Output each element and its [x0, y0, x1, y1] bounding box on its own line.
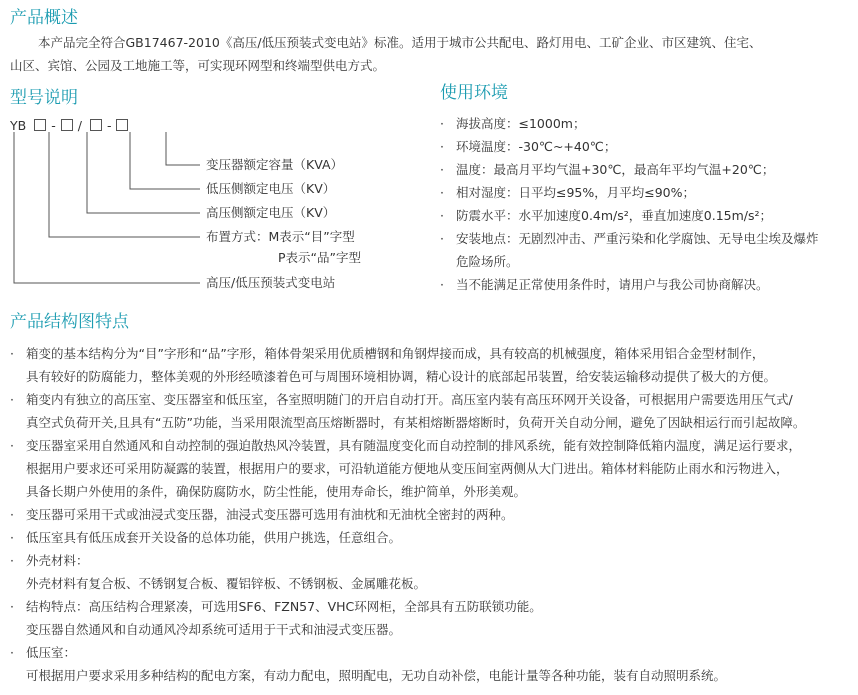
model-title: 型号说明 [10, 88, 78, 108]
overview-title: 产品概述 [10, 8, 78, 28]
model-label-layout-p: P表示“品”字型 [278, 250, 361, 265]
feature-item: · 变压器可采用干式或油浸式变压器，油浸式变压器可选用有油枕和无油枕全密封的两种。 [10, 507, 514, 522]
environment-item: · 安装地点：无剧烈冲击、严重污染和化学腐蚀、无导电尘埃及爆炸 [440, 231, 819, 246]
environment-item: · 温度：最高月平均气温+30℃，最高年平均气温+20℃； [440, 162, 775, 177]
feature-item-continued: 具备长期户外使用的条件，确保防腐防水，防尘性能，使用寿命长，维护简单，外形美观。 [26, 484, 527, 499]
model-label-capacity: 变压器额定容量（KVA） [206, 157, 343, 172]
environment-item: · 相对湿度：日平均≤95%，月平均≤90%； [440, 185, 696, 200]
environment-title: 使用环境 [440, 83, 508, 103]
feature-item: · 箱变的基本结构分为“目”字形和“品”字形，箱体骨架采用优质槽钢和角钢焊接而成，具有较高的机械强度，箱体采用铝合金型材制作， [10, 346, 765, 361]
model-label-substation: 高压/低压预装式变电站 [206, 275, 336, 290]
features-title: 产品结构图特点 [10, 312, 129, 332]
model-label-hv-voltage: 高压侧额定电压（KV） [206, 205, 336, 220]
environment-item: · 海拔高度：≤1000m； [440, 116, 586, 131]
feature-item: · 外壳材料： [10, 553, 89, 568]
environment-item-continued: 危险场所。 [456, 254, 519, 269]
model-label-lv-voltage: 低压侧额定电压（KV） [206, 181, 336, 196]
feature-item-continued: 真空式负荷开关,且具有“五防”功能，当采用限流型高压熔断器时，有某相熔断器熔断时，负荷开关自动分闸，避免了因缺相运行而引起故障。 [26, 415, 806, 430]
feature-item: · 低压室具有低压成套开关设备的总体功能，供用户挑选，任意组合。 [10, 530, 402, 545]
environment-item: · 当不能满足正常使用条件时，请用户与我公司协商解决。 [440, 277, 769, 292]
feature-item-continued: 可根据用户要求采用多种结构的配电方案，有动力配电，照明配电，无功自动补偿，电能计量等各种功能，装有自动照明系统。 [26, 668, 727, 683]
feature-item-continued: 根据用户要求还可采用防凝露的装置，根据用户的要求，可沿轨道能方便地从变压间室两侧从大门进出。箱体材料能防止雨水和污物进入， [26, 461, 789, 476]
feature-item: · 箱变内有独立的高压室、变压器室和低压室，各室照明随门的开启自动打开。高压室内装有高压环网开关设备，可根据用户需要选用压气式/ [10, 392, 793, 407]
model-label-layout-m: 布置方式：M表示“目”字型 [206, 229, 355, 244]
feature-item: · 低压室： [10, 645, 77, 660]
feature-item-continued: 变压器自然通风和自动通风冷却系统可适用于干式和油浸式变压器。 [26, 622, 402, 637]
overview-line-1: 本产品完全符合GB17467-2010《高压/低压预装式变电站》标准。适用于城市公共配电、路灯用电、工矿企业、市区建筑、住宅、 [38, 35, 762, 50]
model-code-prefix: YB [10, 118, 27, 133]
feature-item-continued: 具有较好的防腐能力，整体美观的外形经喷漆着色可与周围环境相协调，精心设计的底部起吊装置，给安装运输移动提供了极大的方便。 [26, 369, 777, 384]
model-dash-2: - [106, 118, 112, 133]
overview-line-2: 山区、宾馆、公园及工地施工等，可实现环网型和终端型供电方式。 [10, 58, 386, 73]
model-dash-1: - [51, 118, 56, 133]
environment-item: · 防震水平：水平加速度0.4m/s²，垂直加速度0.15m/s²； [440, 208, 773, 223]
environment-item: · 环境温度：-30℃~+40℃； [440, 139, 617, 154]
model-slash: / [77, 118, 82, 133]
feature-item: · 变压器室采用自然通风和自动控制的强迫散热风冷装置，具有随温度变化而自动控制的排风系统，能有效控制降低箱内温度，满足运行要求， [10, 438, 802, 453]
feature-item-continued: 外壳材料有复合板、不锈钢复合板、覆铝锌板、不锈钢板、金属雕花板。 [26, 576, 427, 591]
feature-item: · 结构特点：高压结构合理紧凑，可选用SF6、FZN57、VHC环网柜，全部具有五防联锁功能。 [10, 599, 542, 614]
